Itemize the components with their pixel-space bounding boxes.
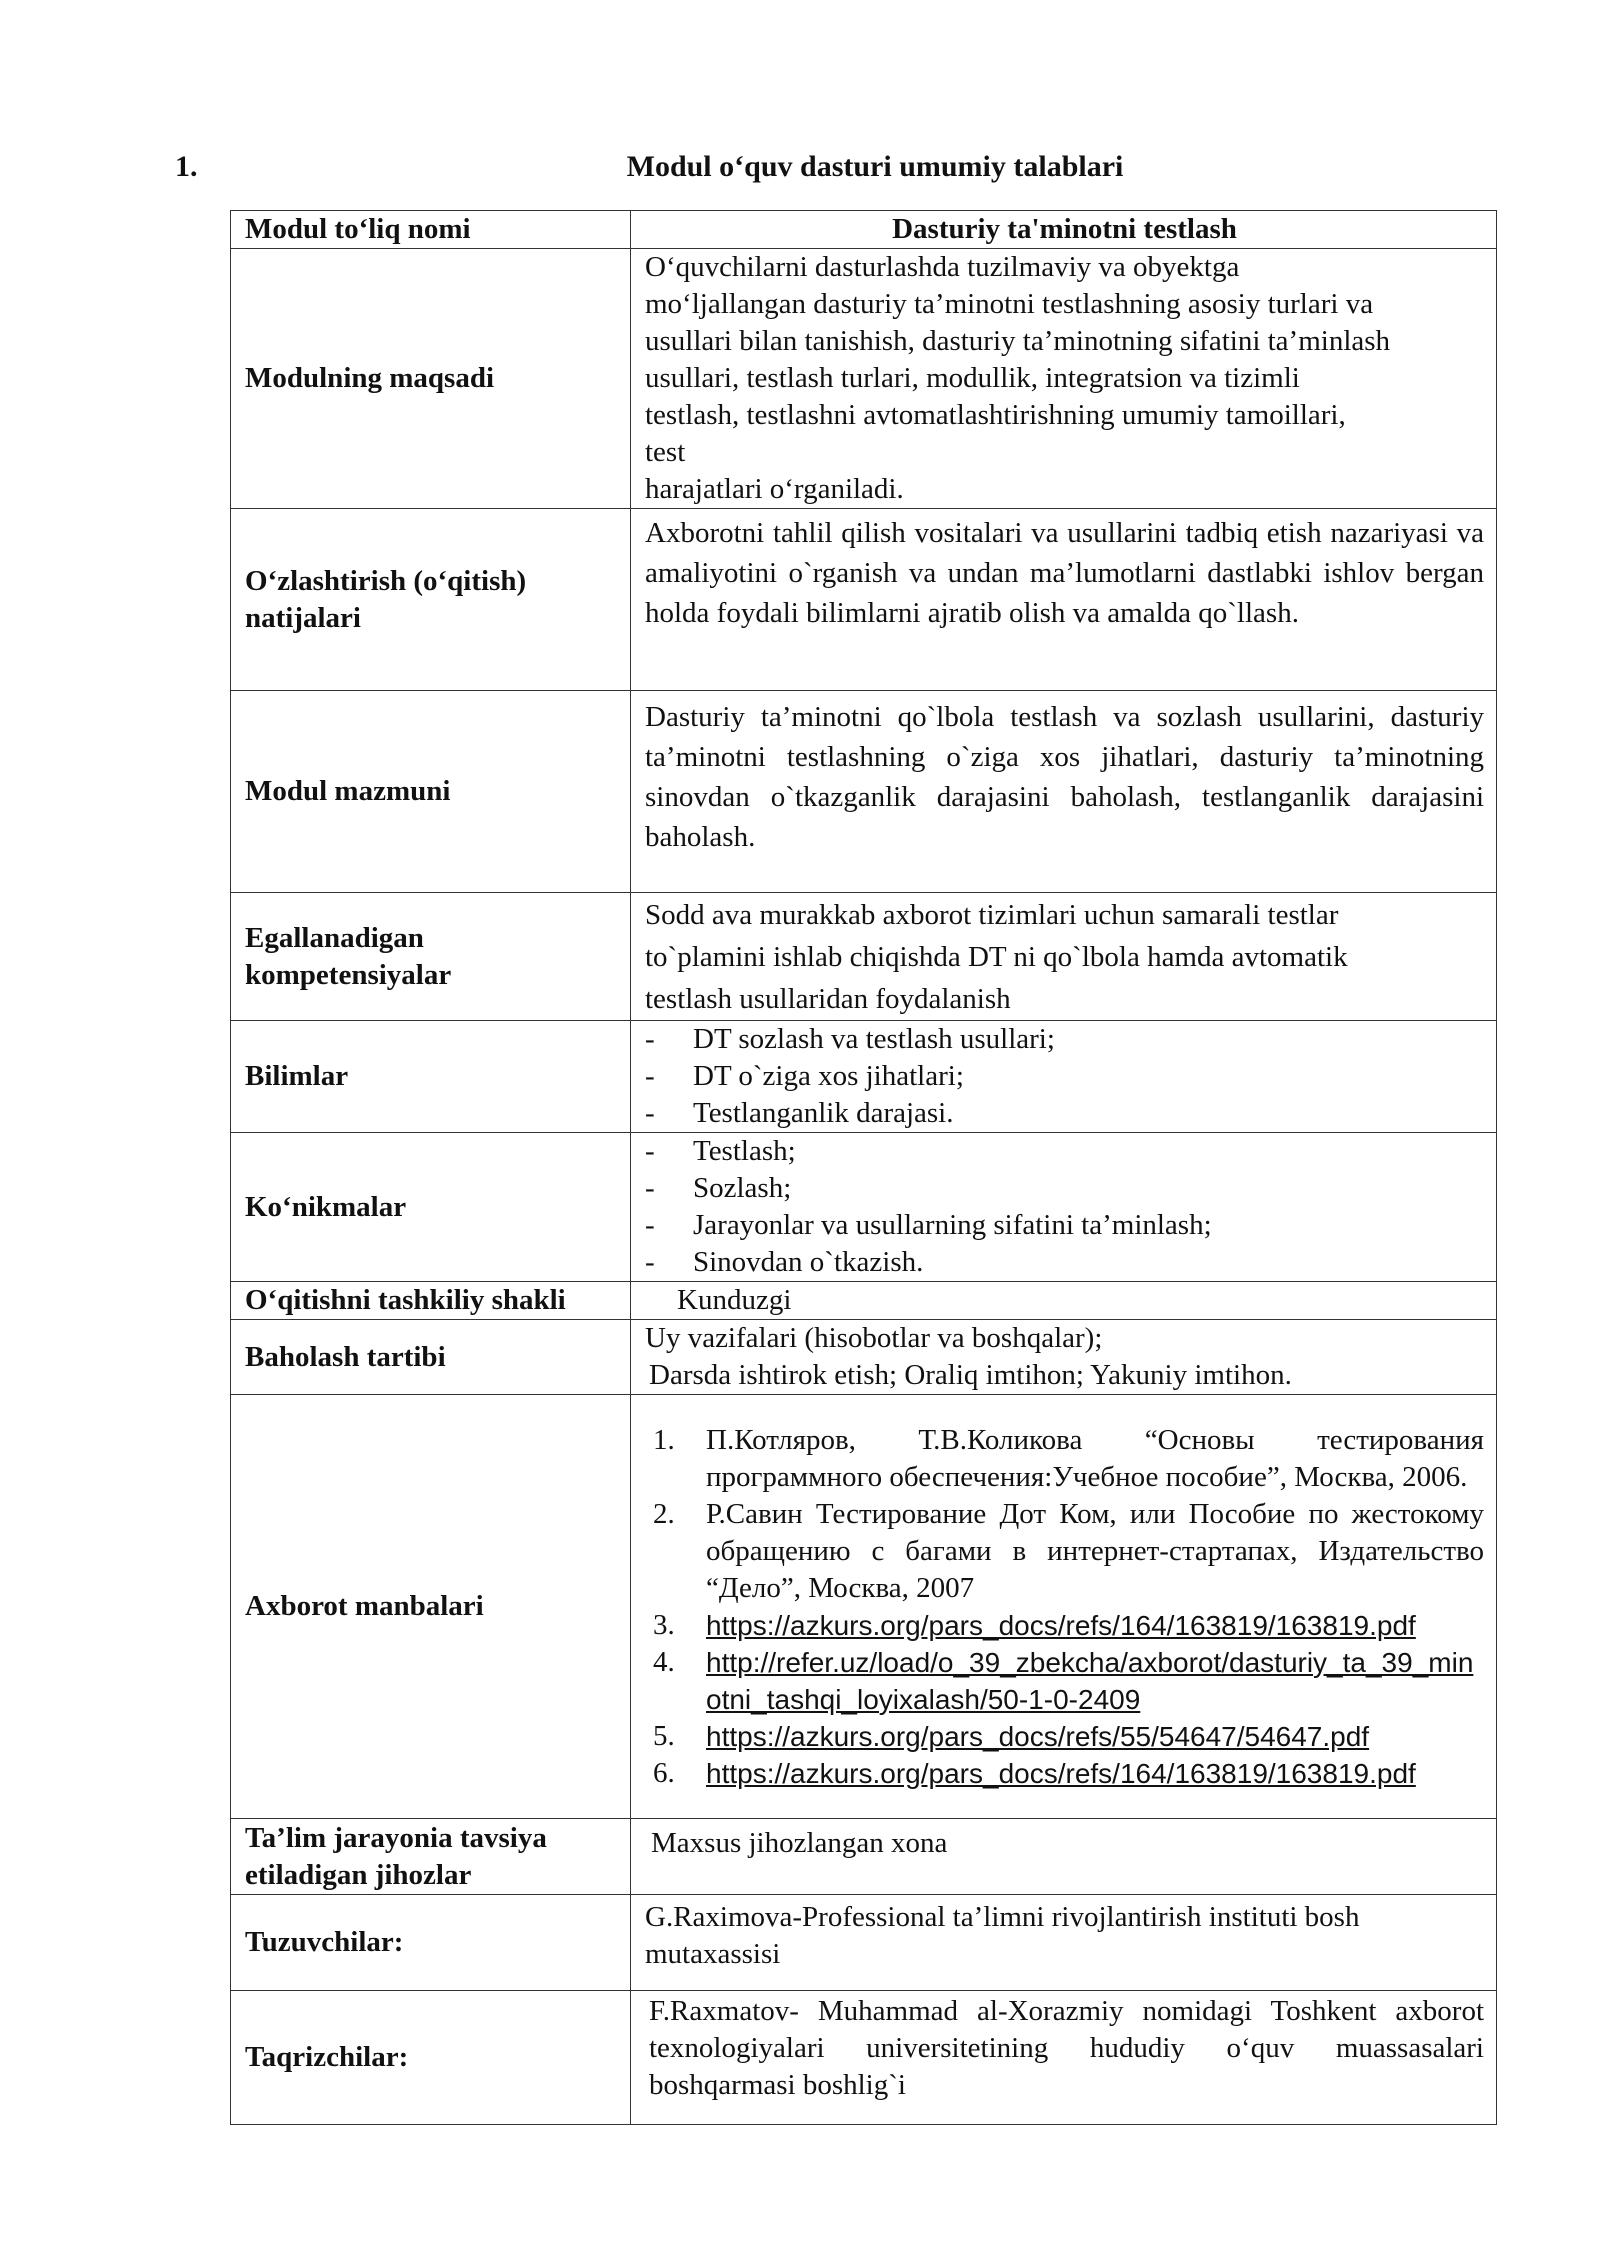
module-requirements-table	[230, 210, 1497, 2125]
table-row	[231, 1819, 1497, 1895]
list-item: - Sozlash;	[645, 1172, 792, 1204]
table-row	[231, 1133, 1497, 1282]
table-row	[231, 509, 1497, 691]
authors-label: Tuzuvchilar:	[231, 1895, 631, 1991]
assessment-label: Baholash tartibi	[231, 1320, 631, 1395]
goal-line: test	[645, 436, 686, 468]
competency-line: testlash usullaridan foydalanish	[645, 982, 1011, 1015]
knowledge-value	[631, 1021, 1497, 1133]
table-row	[231, 1895, 1497, 1991]
source-item: 4. http://refer.uz/load/o_39_zbekcha/axborot/dasturiy_ta_39_minotni_tashqi_loyixalash/50-1-0-2409	[653, 1644, 1484, 1718]
list-item: - Testlanganlik darajasi.	[645, 1097, 954, 1129]
authors-value: G.Raximova-Professional ta’limni rivojlantirish instituti bosh mutaxassisi	[631, 1895, 1497, 1991]
equipment-label: Ta’lim jarayonia tavsiya etiladigan jihozlar	[231, 1819, 631, 1895]
table-row	[231, 1320, 1497, 1395]
list-item: - Sinovdan o`tkazish.	[645, 1246, 924, 1278]
assessment-line: Uy vazifalari (hisobotlar va boshqalar);	[645, 1322, 1103, 1354]
section-number: 1.	[175, 150, 198, 183]
goal-line: harajatlari o‘rganiladi.	[645, 473, 904, 505]
competency-line: Sodd ava murakkab axborot tizimlari uchun samarali testlar	[645, 898, 1339, 931]
sources-value	[631, 1395, 1497, 1819]
form-value: Kunduzgi	[631, 1282, 1497, 1320]
competency-line: to`plamini ishlab chiqishda DT ni qo`lbola hamda avtomatik	[645, 940, 1348, 973]
table-row	[231, 1021, 1497, 1133]
equipment-value: Maxsus jihozlangan xona	[631, 1819, 1497, 1895]
source-link[interactable]: https://azkurs.org/pars_docs/refs/164/163819/163819.pdf	[706, 1757, 1416, 1789]
list-item: - Jarayonlar va usullarning sifatini ta’minlash;	[645, 1209, 1212, 1241]
source-item: 6. https://azkurs.org/pars_docs/refs/164/163819/163819.pdf	[653, 1755, 1484, 1792]
goal-line: O‘quvchilarni dasturlashda tuzilmaviy va obyektga	[645, 251, 1240, 283]
full-name-label: Modul to‘liq nomi	[231, 211, 631, 249]
knowledge-label: Bilimlar	[231, 1021, 631, 1133]
full-name-value: Dasturiy ta'minotni testlash	[631, 211, 1497, 249]
table-row	[231, 1282, 1497, 1320]
table-row	[231, 211, 1497, 249]
reviewers-value: F.Raxmatov- Muhammad al-Xorazmiy nomidagi Toshkent axborot texnologiyalari universitetining hududiy o‘quv muassasalari boshqarmasi boshlig`i	[631, 1991, 1497, 2125]
outcomes-value: Axborotni tahlil qilish vositalari va usullarini tadbiq etish nazariyasi va amaliyotini o`rganish va undan ma’lumotlarni dastlabki ishlov bergan holda foydali bilimlarni ajratib olish va amalda qo`llash.	[631, 509, 1497, 691]
list-item: - DT sozlash va testlash usullari;	[645, 1023, 1055, 1055]
table-row	[231, 1991, 1497, 2125]
source-item: 2. Р.Савин Тестирование Дот Ком, или Пособие по жестокому обращению с багами в интернет-стартапах, Издательство “Дело”, Москва, 2007	[653, 1497, 1484, 1604]
sources-list	[653, 1422, 1484, 1792]
table-row	[231, 893, 1497, 1021]
goal-line: usullari bilan tanishish, dasturiy ta’minotning sifatini ta’minlash	[645, 325, 1391, 357]
sources-label: Axborot manbalari	[231, 1395, 631, 1819]
content-value: Dasturiy ta’minotni qo`lbola testlash va sozlash usullarini, dasturiy ta’minotni testlashning o`ziga xos jihatlari, dasturiy ta’minotning sinovdan o`tkazganlik darajasini baholash, testlanganlik darajasini baholash.	[631, 691, 1497, 893]
goal-line: mo‘ljallangan dasturiy ta’minotni testlashning asosiy turlari va	[645, 288, 1374, 320]
table-row	[231, 691, 1497, 893]
goal-label: Modulning maqsadi	[231, 249, 631, 509]
competencies-value	[631, 893, 1497, 1021]
competencies-label: Egallanadigan kompetensiyalar	[231, 893, 631, 1021]
goal-line: testlash, testlashni avtomatlashtirishning umumiy tamoillari,	[645, 399, 1346, 431]
table-row	[231, 1395, 1497, 1819]
outcomes-label: O‘zlashtirish (o‘qitish) natijalari	[231, 509, 631, 691]
section-title: Modul o‘quv dasturi umumiy talablari	[626, 150, 1124, 183]
skills-label: Ko‘nikmalar	[231, 1133, 631, 1282]
list-item: - DT o`ziga xos jihatlari;	[645, 1060, 964, 1092]
content-label: Modul mazmuni	[231, 691, 631, 893]
source-item: 5. https://azkurs.org/pars_docs/refs/55/54647/54647.pdf	[653, 1718, 1484, 1755]
goal-value	[631, 249, 1497, 509]
reviewers-label: Taqrizchilar:	[231, 1991, 631, 2125]
source-item: 3. https://azkurs.org/pars_docs/refs/164/163819/163819.pdf	[653, 1607, 1484, 1644]
skills-value	[631, 1133, 1497, 1282]
source-link[interactable]: https://azkurs.org/pars_docs/refs/55/54647/54647.pdf	[706, 1720, 1370, 1752]
assessment-line: Darsda ishtirok etish; Oraliq imtihon; Yakuniy imtihon.	[649, 1359, 1292, 1391]
form-label: O‘qitishni tashkiliy shakli	[231, 1282, 631, 1320]
source-item: 1. П.Котляров, Т.В.Коликова “Основы тестирования программного обеспечения:Учебное пособие”, Москва, 2006.	[653, 1423, 1484, 1493]
goal-line: usullari, testlash turlari, modullik, integratsion va tizimli	[645, 362, 1300, 394]
table-row	[231, 249, 1497, 509]
list-item: - Testlash;	[645, 1135, 796, 1167]
assessment-value	[631, 1320, 1497, 1395]
source-link[interactable]: https://azkurs.org/pars_docs/refs/164/163819/163819.pdf	[706, 1609, 1416, 1641]
source-link[interactable]: http://refer.uz/load/o_39_zbekcha/axborot/dasturiy_ta_39_minotni_tashqi_loyixalash/50-1-0-2409	[706, 1646, 1474, 1715]
